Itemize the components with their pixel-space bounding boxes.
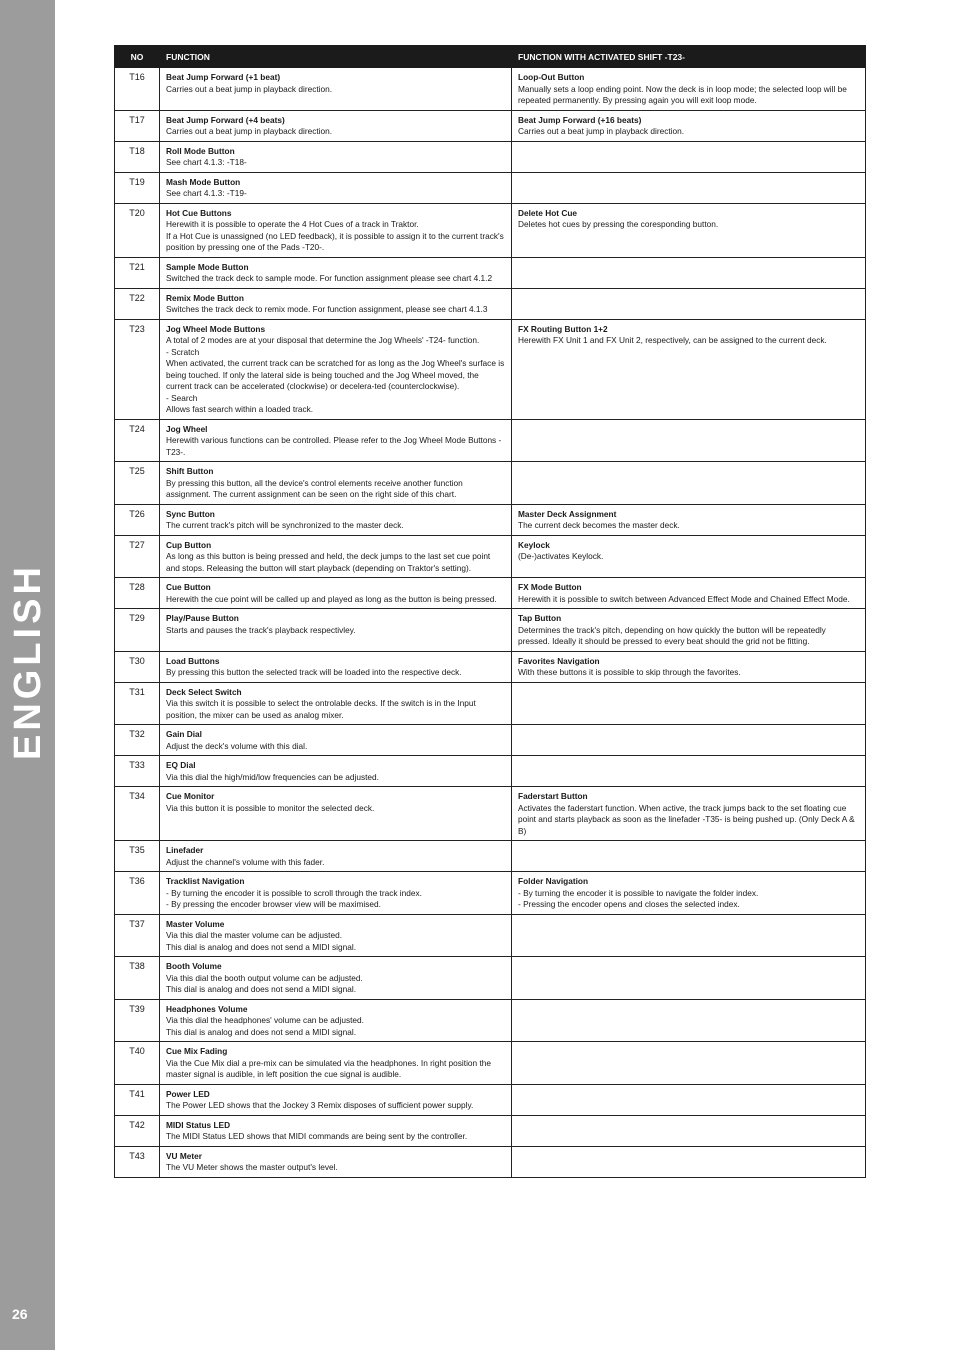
table-row [115,578,866,609]
shift-function-description: - By turning the encoder it is possible to navigate the folder index. - Pressing the encoder opens and closes the selected index. [518,887,759,909]
shift-function-cell [512,578,866,609]
function-description: - By turning the encoder it is possible to scroll through the track index. - By pressing the encoder browser view will be maximised. [166,887,422,909]
function-cell [160,288,512,319]
function-title: Gain Dial [166,729,202,739]
table-row [115,172,866,203]
shift-function-cell [512,725,866,756]
function-description: The VU Meter shows the master output's level. [166,1162,338,1172]
shift-function-title: Faderstart Button [518,791,588,801]
function-cell [160,756,512,787]
function-title: Shift Button [166,466,214,476]
function-description: A total of 2 modes are at your disposal that determine the Jog Wheels' -T24- function. - Scratch When activated, the current track can be scratched for as long as the Jog Wheel's surface is being touched. If only the lateral side is being touched and the Jog Wheel moved, the current track can be accelerated (clockwise) or decelera-ted (counterclockwise). - Search Allows fast search within a loaded track. [166,335,505,414]
shift-function-cell [512,957,866,1000]
shift-function-cell [512,756,866,787]
row-number: T20 [115,203,160,257]
shift-function-title: Favorites Navigation [518,655,600,666]
table-row [115,1146,866,1177]
function-cell [160,419,512,462]
table-row [115,682,866,725]
shift-function-title: FX Routing Button 1+2 [518,323,608,334]
shift-function-description: Determines the track's pitch, depending on how quickly the button will be repeatedly pressed. Ideally it should be pressed to every beat should the grid not be fitting. [518,624,826,646]
function-description: Via this dial the master volume can be adjusted. This dial is analog and does not send a MIDI signal. [166,930,357,952]
function-description: Via this dial the booth output volume can be adjusted. This dial is analog and does not send a MIDI signal. [166,972,363,994]
shift-function-title: Keylock [518,539,550,550]
function-cell [160,999,512,1042]
row-number: T36 [115,872,160,915]
function-title: Cue Mix Fading [166,1046,228,1056]
table-row [115,257,866,288]
function-title: Linefader [166,845,204,855]
shift-function-cell [512,609,866,652]
shift-function-cell [512,914,866,957]
table-row [115,419,866,462]
table-row [115,535,866,578]
row-number: T32 [115,725,160,756]
function-description: Carries out a beat jump in playback direction. [166,83,333,94]
table-row [115,872,866,915]
function-title: Load Buttons [166,655,220,666]
function-description: The MIDI Status LED shows that MIDI commands are being sent by the controller. [166,1131,468,1141]
shift-function-description: Manually sets a loop ending point. Now the deck is in loop mode; the selected loop will be repeated permanently. By pressing again you will exit loop mode. [518,83,847,105]
function-title: EQ Dial [166,760,196,770]
function-title: Booth Volume [166,961,222,971]
function-description: Via this switch it is possible to select the ontrolable decks. If the switch is in the Input position, the mixer can be used as analog mixer. [166,698,476,720]
page-number: 26 [12,1306,28,1322]
table-row [115,756,866,787]
function-title: Cue Button [166,582,211,592]
table-header-row [115,46,866,68]
shift-function-title: Beat Jump Forward (+16 beats) [518,114,642,125]
table-row [115,651,866,682]
function-description: See chart 4.1.3: -T19- [166,188,247,198]
shift-function-title: Loop-Out Button [518,72,585,82]
function-cell [160,141,512,172]
language-sidebar [0,0,55,1350]
function-cell [160,872,512,915]
row-number: T33 [115,756,160,787]
table-row [115,462,866,505]
shift-function-title: FX Mode Button [518,582,582,592]
shift-function-title: Folder Navigation [518,876,589,886]
function-title: Roll Mode Button [166,145,235,156]
row-number: T43 [115,1146,160,1177]
function-cell [160,319,512,419]
function-title: MIDI Status LED [166,1119,231,1130]
shift-function-cell [512,110,866,141]
row-number: T29 [115,609,160,652]
function-cell [160,504,512,535]
table-row [115,841,866,872]
function-title: Mash Mode Button [166,176,241,187]
function-title: Power LED [166,1088,210,1099]
function-title: Hot Cue Buttons [166,207,232,218]
function-title: Master Volume [166,918,225,929]
shift-function-cell [512,462,866,505]
function-description: The Power LED shows that the Jockey 3 Remix disposes of sufficient power supply. [166,1100,474,1110]
shift-function-cell [512,1146,866,1177]
row-number: T42 [115,1115,160,1146]
shift-function-cell [512,257,866,288]
shift-function-cell [512,68,866,111]
function-title: Cup Button [166,539,212,550]
function-description: By pressing this button, all the device's control elements receive another function assignment. The current assignment can be seen on the right side of this chart. [166,477,463,499]
shift-function-cell [512,787,866,841]
function-title: Sync Button [166,508,215,519]
shift-function-cell [512,172,866,203]
header-no: NO [115,46,160,68]
function-cell [160,787,512,841]
function-description: Via this button it is possible to monitor the selected deck. [166,802,375,813]
shift-function-cell [512,1042,866,1085]
table-row [115,68,866,111]
function-title: Beat Jump Forward (+1 beat) [166,72,281,82]
function-title: Headphones Volume [166,1003,248,1014]
table-row [115,957,866,1000]
function-title: Jog Wheel [166,423,208,434]
function-description: Switched the track deck to sample mode. For function assignment please see chart 4.1.2 [166,273,493,283]
shift-function-cell [512,419,866,462]
table-row [115,141,866,172]
shift-function-cell [512,1084,866,1115]
table-row [115,319,866,419]
row-number: T35 [115,841,160,872]
function-cell [160,68,512,111]
function-description: As long as this button is being pressed and held, the deck jumps to the last set cue point and stops. Releasing the button will start playback (depending on Traktor's setting). [166,551,491,573]
shift-function-description: The current deck becomes the master deck. [518,520,680,530]
row-number: T21 [115,257,160,288]
row-number: T25 [115,462,160,505]
function-cell [160,172,512,203]
shift-function-cell [512,288,866,319]
row-number: T28 [115,578,160,609]
row-number: T23 [115,319,160,419]
shift-function-cell [512,1115,866,1146]
header-shift-function: FUNCTION WITH ACTIVATED SHIFT -T23- [512,46,866,68]
table-row [115,1084,866,1115]
shift-function-title: Delete Hot Cue [518,207,578,218]
table-row [115,999,866,1042]
shift-function-description: Deletes hot cues by pressing the coresponding button. [518,219,719,229]
function-cell [160,462,512,505]
function-description: Starts and pauses the track's playback respectivley. [166,624,356,635]
row-number: T41 [115,1084,160,1115]
shift-function-title: Tap Button [518,613,562,623]
function-title: Play/Pause Button [166,613,239,623]
function-cell [160,609,512,652]
function-title: Sample Mode Button [166,261,249,272]
function-cell [160,535,512,578]
function-description: Herewith various functions can be controlled. Please refer to the Jog Wheel Mode Buttons -T23-. [166,435,502,457]
row-number: T26 [115,504,160,535]
table-row [115,787,866,841]
function-title: Remix Mode Button [166,292,244,303]
function-description: Herewith it is possible to operate the 4 Hot Cues of a track in Traktor. If a Hot Cue is unassigned (no LED feedback), it is possible to assign it to the current track's position by pressing one of the Pads -T20-. [166,219,504,252]
function-cell [160,203,512,257]
function-cell [160,651,512,682]
function-description: See chart 4.1.3: -T18- [166,157,247,167]
function-description: Adjust the channel's volume with this fader. [166,856,325,867]
function-description: Via this dial the headphones' volume can be adjusted. This dial is analog and does not send a MIDI signal. [166,1015,364,1037]
row-number: T38 [115,957,160,1000]
row-number: T37 [115,914,160,957]
shift-function-description: Carries out a beat jump in playback direction. [518,126,685,136]
function-description: Via the Cue Mix dial a pre-mix can be simulated via the headphones. In right position the master signal is audible, in left position the cue signal is audible. [166,1057,491,1079]
shift-function-cell [512,319,866,419]
table-row [115,914,866,957]
shift-function-description: Activates the faderstart function. When active, the track jumps back to the set floating cue point and starts playback as soon as the linefader -T35- is being pushed up. (Only Deck A & B) [518,802,855,836]
shift-function-description: (De-)activates Keylock. [518,551,604,561]
function-table [114,45,866,1178]
function-cell [160,1146,512,1177]
row-number: T16 [115,68,160,111]
shift-function-cell [512,504,866,535]
shift-function-cell [512,203,866,257]
row-number: T39 [115,999,160,1042]
function-cell [160,578,512,609]
shift-function-title: Master Deck Assignment [518,508,617,519]
function-title: Deck Select Switch [166,686,242,697]
function-title: Cue Monitor [166,791,215,801]
row-number: T17 [115,110,160,141]
function-cell [160,682,512,725]
shift-function-cell [512,841,866,872]
function-description: Switches the track deck to remix mode. For function assignment, please see chart 4.1.3 [166,304,488,314]
row-number: T31 [115,682,160,725]
shift-function-cell [512,535,866,578]
row-number: T24 [115,419,160,462]
shift-function-description: With these buttons it is possible to skip through the favorites. [518,667,741,677]
table-row [115,609,866,652]
table-row [115,1042,866,1085]
function-title: Beat Jump Forward (+4 beats) [166,114,285,125]
row-number: T19 [115,172,160,203]
function-title: Jog Wheel Mode Buttons [166,323,266,334]
row-number: T22 [115,288,160,319]
shift-function-cell [512,872,866,915]
function-cell [160,841,512,872]
function-cell [160,725,512,756]
table-row [115,288,866,319]
table-row [115,110,866,141]
language-label: ENGLISH [7,563,49,760]
function-cell [160,957,512,1000]
function-cell [160,1042,512,1085]
function-title: VU Meter [166,1150,202,1161]
shift-function-cell [512,141,866,172]
shift-function-description: Herewith FX Unit 1 and FX Unit 2, respectively, can be assigned to the current deck. [518,335,827,345]
shift-function-description: Herewith it is possible to switch between Advanced Effect Mode and Chained Effect Mode. [518,593,850,604]
row-number: T40 [115,1042,160,1085]
table-row [115,1115,866,1146]
function-description: The current track's pitch will be synchronized to the master deck. [166,520,404,530]
shift-function-cell [512,682,866,725]
function-description: By pressing this button the selected track will be loaded into the respective deck. [166,667,462,677]
row-number: T34 [115,787,160,841]
function-description: Via this dial the high/mid/low frequencies can be adjusted. [166,771,379,782]
row-number: T18 [115,141,160,172]
table-row [115,725,866,756]
row-number: T30 [115,651,160,682]
function-description: Carries out a beat jump in playback direction. [166,126,333,136]
function-cell [160,914,512,957]
function-description: Herewith the cue point will be called up and played as long as the button is being pressed. [166,593,497,604]
table-row [115,203,866,257]
function-cell [160,257,512,288]
function-title: Tracklist Navigation [166,876,245,886]
header-function: FUNCTION [160,46,512,68]
function-description: Adjust the deck's volume with this dial. [166,740,308,751]
shift-function-cell [512,651,866,682]
function-cell [160,110,512,141]
row-number: T27 [115,535,160,578]
function-cell [160,1084,512,1115]
function-cell [160,1115,512,1146]
shift-function-cell [512,999,866,1042]
table-row [115,504,866,535]
